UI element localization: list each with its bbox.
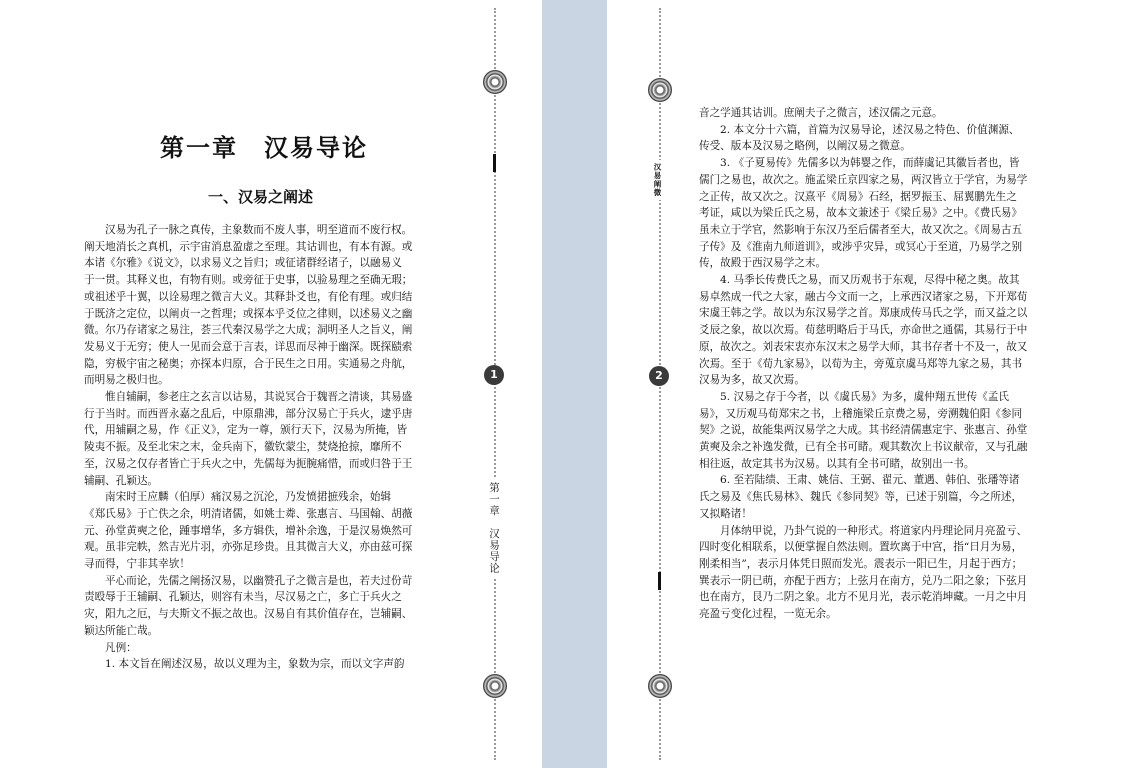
section-title: 一、汉易之阐述 [208,188,314,206]
body-paragraph [84,489,456,573]
text-line: 子传》及《淮南九师道训》，或涉乎灾异，或冥心于至道，乃易学之别 [699,240,1023,253]
body-paragraph [699,523,1071,623]
text-line: 陵夷不振。及至北宋之末，金兵南下，徽钦蒙尘，焚烧抢掠，靡所不 [84,441,402,454]
body-paragraph [84,573,456,640]
margin-bar-mark [658,572,661,590]
text-line: 考证，咸以为梁丘氏之易，故本文兼述于《梁丘易》之中。《费氏易》 [699,207,1023,220]
page-gap [542,0,607,768]
text-line: 至，汉易之仅存者皆亡于兵火之中，先儒每为扼腕痛惜，而或归咎于王 [84,457,413,470]
page-number-badge: 2 [649,366,669,386]
text-line: 亮盈亏变化过程，一览无余。 [699,608,837,621]
text-line: 灾，阳九之厄，与夫斯文不振之故也。汉易自有其价值存在，岂辅嗣、 [84,608,413,621]
left-body-text [84,222,456,673]
text-line: 凡例： [105,641,137,654]
text-line: 《郑氏易》于亡佚之余，明清诸儒，如姚士粦、张惠言、马国翰、胡薇 [84,507,413,520]
text-line: 四时变化相联系，以便掌握自然法则。置坎离于中宫，指“日月为易， [699,541,1023,554]
text-line: 2. 本文分十六篇，首篇为汉易导论，述汉易之特色、价值渊源、 [720,123,1020,136]
text-line: 于一贯。其释义也，有物有则。或旁征于史事，以验易理之至确无瑕； [84,274,413,287]
text-line: 音之学通其诂训。庶阐夫子之微言，述汉儒之元意。 [699,107,943,119]
page-number-badge: 1 [484,365,504,385]
ornament-medallion-icon [648,78,672,102]
text-line: 原，故次之。刘表宋衷亦东汉末之易学大师，其书存者十不及一，故又 [699,340,1028,353]
text-line: 隐，穷极宇宙之秘奥；亦探本归原，合于民生之日用。实通易之舟航， [84,357,413,370]
text-line: 相往返，故定其书为汉易。以其有全书可睹，故别出一书。 [699,457,975,470]
running-book-label: 汉易阐微 [652,160,663,200]
text-line: 汉易为孔子一脉之真传，主象数而不废人事，明至道而不废行权。 [105,224,413,236]
text-line: 颖达所能亡哉。 [84,624,159,637]
text-line: 平心而论，先儒之阐扬汉易，以幽赞孔子之微言是也，若夫过份苛 [105,574,413,587]
body-paragraph [84,222,456,389]
text-line: 契》之说，故能集两汉易学之大成。其书经清儒惠定宇、张惠言、孙堂 [699,424,1028,437]
text-line: 惟自辅嗣，参老庄之玄言以诂易，其说冥合于魏晋之清谈，其易盛 [105,391,413,404]
text-line: 汉易为多，故又次焉。 [699,374,805,387]
text-line: 月体纳甲说，乃卦气说的一种形式。将道家内丹理论同月亮盈亏、 [720,524,1028,537]
margin-bar-mark [493,154,496,172]
text-line: 本诸《尔雅》《说文》，以求易义之旨归；或征诸群经诸子，以融易义 [84,257,402,270]
text-line: 责殴辱于王辅嗣、孔颖达，则容有未当，尽汉易之亡，多亡于兵火之 [84,591,402,604]
text-line: 刚柔相当”，表示月体凭日照而发光。震表示一阳已生，月起于西方； [699,557,1023,570]
text-line: 易》，又历观马荀郑宋之书，上稽施梁丘京费之易，旁溯魏伯阳《参同 [699,407,1023,420]
body-paragraph [699,105,1071,122]
ornament-medallion-icon [483,70,507,94]
text-line: 1. 本文旨在阐述汉易，故以义理为主，象数为宗，而以文字声韵 [105,658,405,671]
text-line: 代，用辅嗣之易，作《正义》，定为一尊，颁行天下，汉易为所掩，皆 [84,424,408,437]
text-line: 宋虞王韩之学。故以为东汉易学之首。郑康成传马氏之学，而又益之以 [699,307,1028,320]
chapter-title: 第一章 汉易导论 [160,133,368,162]
text-line: 或祖述乎十翼，以诠易理之微言大义。其释卦爻也，有伦有理。或归结 [84,290,413,303]
text-line: 也在南方，艮乃二阴之象。北方不见月光，表示乾消坤藏。一月之中月 [699,591,1028,604]
text-line: 虽未立于学官，然影响于东汉乃至后儒者至大，故又次之。《周易古五 [699,223,1023,236]
text-line: 爻辰之象，故以次焉。荀慈明略后于马氏，亦命世之通儒，其易行于中 [699,324,1028,337]
text-line: 之正传，故又次之。汉熹平《周易》石经，据罗振玉、屈翼鹏先生之 [699,190,1017,203]
text-line: 微。尔乃存诸家之易注，荟三代秦汉易学之大成；洞明圣人之旨义，阐 [84,324,413,337]
text-line: 寻而得，宁非其幸欤！ [84,558,190,571]
text-line: 而明易之极归也。 [84,374,169,387]
text-line: 南宋时王应麟（伯厚）痛汉易之沉沦，乃发愤捃摭残余，始辑 [105,491,392,504]
body-paragraph [699,472,1071,522]
text-line: 氏之易及《焦氏易林》、魏氏《参同契》等，已述于别篇，今之所述， [699,491,1023,504]
body-paragraph [699,272,1071,389]
text-line: 儒门之易也，故次之。施孟梁丘京四家之易，两汉皆立于学官，为易学 [699,173,1028,186]
text-line: 4. 马季长传费氏之易，而又历观书于东观，尽得中秘之奥。故其 [720,274,1020,287]
text-line: 次焉。至于《荀九家易》，以荀为主，旁蒐京虞马郑等九家之易，其书 [699,357,1023,370]
text-line: 阐天地消长之真机，示宇宙消息盈虚之至理。其诂训也，有本有源。或 [84,240,413,253]
text-line: 5. 汉易之存于今者，以《虞氏易》为多，虞仲翔五世传《孟氏 [720,390,1009,403]
body-paragraph [84,656,456,673]
text-line: 巽表示一阴已萌，亦配于西方；上弦月在南方，兑乃二阳之象；下弦月 [699,574,1028,587]
text-line: 辅嗣、孔颖达。 [84,474,159,487]
text-line: 黄奭及余之补逸发微，已有全书可睹。观其数次上书议献帝，又与孔融 [699,441,1028,454]
running-chapter-label: 第一章 汉易导论 [487,478,502,578]
text-line: 3. 《子夏易传》先儒多以为韩婴之作，而薛虞记其徽旨者也，皆 [720,157,1020,170]
text-line: 又拟略诸！ [699,507,752,520]
text-line: 于既济之定位，以阐贞一之哲理；或探本乎爻位之律则，以述易义之幽 [84,307,413,320]
right-body-text [699,105,1071,623]
body-paragraph [699,122,1071,155]
body-paragraph [84,389,456,489]
ornament-medallion-icon [648,674,672,698]
ornament-medallion-icon [483,674,507,698]
text-line: 发易义于无穷；使人一见而会意于言表，详思而尽神于幽深。既探赜索 [84,340,413,353]
body-paragraph [84,640,456,657]
body-paragraph [699,389,1071,473]
text-line: 传，故殿于西汉易学之末。 [699,257,827,270]
text-line: 传受、版本及汉易之略例，以阐汉易之微意。 [699,140,911,153]
body-paragraph [699,155,1071,272]
text-line: 易卓然成一代之大家，融古今文而一之，上承西汉诸家之易，下开郑荀 [699,290,1028,303]
text-line: 行于当时。而西晋永嘉之乱后，中原鼎沸，部分汉易亡于兵火，逮乎唐 [84,407,413,420]
text-line: 观。虽非完帙，然吉光片羽，亦弥足珍贵。且其微言大义，亦由兹可探 [84,541,413,554]
text-line: 6. 至若陆绩、王肃、姚信、王弼、翟元、董遇、韩伯、张璠等诸 [720,474,1020,487]
text-line: 元、孙堂黄奭之伦，踵事增华，多方辑佚，增补余逸，于是汉易焕然可 [84,524,413,537]
